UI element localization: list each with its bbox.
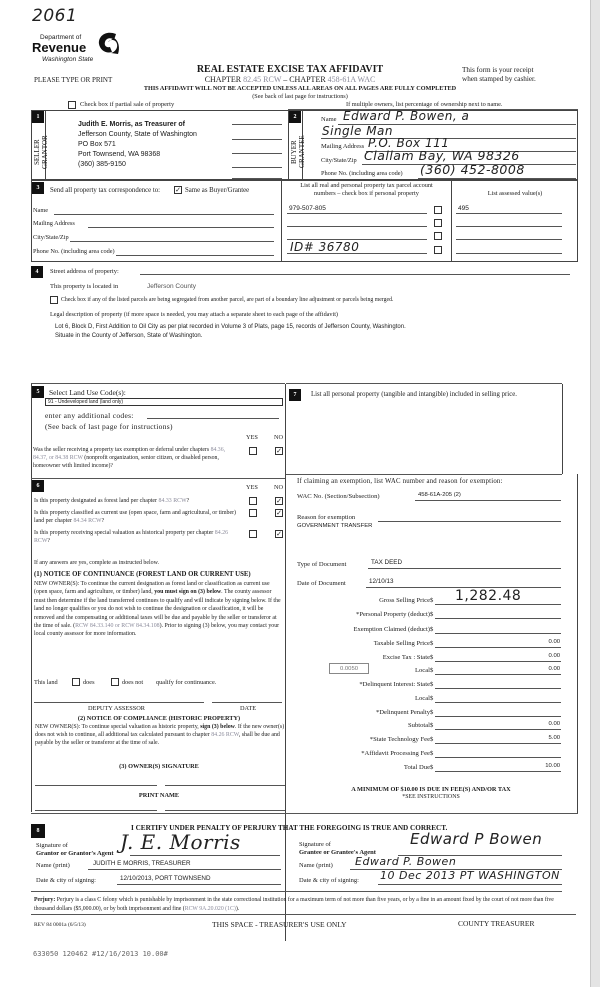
section-2-number: 2 <box>289 111 301 123</box>
grantor-date-city-field[interactable]: 12/10/2013, PORT TOWNSEND <box>120 875 211 882</box>
forest-land-question: Is this property designated as forest land per chapter 84.33 RCW? <box>34 498 190 504</box>
buyer-name-field-2[interactable]: Single Man <box>322 124 394 138</box>
parcel-4-personal-checkbox[interactable] <box>434 246 442 254</box>
print-name-title: PRINT NAME <box>138 792 180 799</box>
please-type-note: PLEASE TYPE OR PRINT <box>34 76 113 84</box>
assessed-value-2[interactable] <box>456 226 562 227</box>
grantor-signature-field[interactable]: J. E. Morris <box>120 830 241 854</box>
see-instructions-note: *SEE INSTRUCTIONS <box>402 794 460 800</box>
handwritten-doc-number: 2061 <box>32 6 78 26</box>
seller-city: Port Townsend, WA 98368 <box>78 151 161 158</box>
tax-exemption-question: Was the seller receiving a property tax exemption or deferral under chapters 84.36, 84.37, or 84.38 RCW (nonprofit organization, senior citizen, or disabled person, homeowner with limited income)? <box>33 447 226 469</box>
delinquent-interest-local-field[interactable] <box>435 702 561 703</box>
document-date-field[interactable]: 12/10/13 <box>369 578 394 585</box>
assessed-header: List assessed value(s) <box>487 190 543 197</box>
acceptance-warning: THIS AFFIDAVIT WILL NOT BE ACCEPTED UNLESS ALL AREAS ON ALL PAGES ARE FULLY COMPLETED <box>143 85 457 92</box>
grantee-signature-field[interactable]: Edward P Bowen <box>410 830 543 848</box>
rcw-link[interactable]: 82.45 RCW <box>243 75 282 84</box>
grantor-signature-label: Signature of Grantor or Grantor's Agent <box>36 842 114 857</box>
owner-signature-title: (3) OWNER(S) SIGNATURE <box>119 763 199 770</box>
assessed-value-4[interactable] <box>456 253 562 254</box>
parcel-number-1[interactable]: 979-507-805 <box>289 205 326 212</box>
assessed-value-3[interactable] <box>456 239 562 240</box>
section-1-number: 1 <box>32 111 44 123</box>
parcel-3-personal-checkbox[interactable] <box>434 232 442 240</box>
parcel-1-personal-checkbox[interactable] <box>434 206 442 214</box>
receipt-stamp: 633050 120462 #12/16/2013 10.00# <box>33 950 168 958</box>
personal-property-field[interactable] <box>295 420 559 472</box>
personal-property-label: List all personal property (tangible and intangible) included in selling price. <box>311 391 517 398</box>
section-4-number: 4 <box>31 266 43 278</box>
exemption-reason-field[interactable]: GOVERNMENT TRANSFER <box>297 523 373 529</box>
treasurer-use-only: THIS SPACE - TREASURER'S USE ONLY <box>212 920 347 929</box>
local-rate-field[interactable]: 0.0050 <box>329 663 369 674</box>
form-number: REV 84 0001a (6/5/13) <box>34 922 86 928</box>
affidavit-page: 2061 Department of Revenue Washington State REAL ESTATE EXCISE TAX AFFIDAVIT CHAPTER 82.45 RCW – CHAPTER 458-61A WAC PLEASE TYPE OR PRINT This form is your receipt when stamped by cashier. THIS AFFIDAVIT WILL NOT BE ACCEPTED UNLESS ALL AREAS ON ALL PAGES ARE FULLY COMPLETED (See back of last page for instructions) Check box if partial sale of property If multiple owners, list percentage of ownership next to name. 1 SELLER GRANTOR Judith E. Morris, as Treasurer of Jefferson County, State of Washington PO Box 571 Port Townsend, WA 98368 (360) 385-9150 2 BUYER GRANTEE Name Edward P. Bowen, a Single Man Mailing Address P.O. Box 111 City/State/Zip Clallam Bay, WA 98326 Phone No. (including area code) (360) 452-8008 3 Send all property tax correspondence to: ✓ Same as Buyer/Grantee Name Mailing Address City/State/Zip Phone No. (including area code) List all real and personal property tax parcel account numbers – check box if personal property List assessed value(s) 979-507-805 495 ID# 36780 4 Street address of property: This property is located in Jefferson County Check box if any of the listed parcels are being segregated from another parcel, are part of a boundary line adjustment or parcels being merged. Legal description of property (if more space is needed, you may attach a separate sheet to each page of the affidavit) Lot 6, Block D, First Addition to Oil City as per plat recorded in Volume 3 of Plats, page 15, records of Jefferson County, Washington. Situate in the County of Jefferson, State of Washington. 5 Select Land Use Code(s): 91 - Undeveloped land (land only) enter any additional codes: (See back of last page for instructions) YES NO Was the seller receiving a property tax exemption or deferral under chapters 84.36, 84.37, or 84.38 RCW (nonprofit organization, senior citizen, or disabled person, homeowner with limited income)? ✓ 6 YES NO Is this property designated as forest land per chapter 84.33 RCW? ✓ Is this property classified as current use (open space, farm and agricultural, or timber) land per chapter 84.34 RCW? ✓ Is this property receiving special valuation as historical property per chapter 84.26 RCW? ✓ If any answers are yes, complete as instructed below. (1) NOTICE OF CONTINUANCE (FOREST LAND OR CURRENT USE) NEW OWNER(S): To continue the current designation as forest land or classification as current use (open space, farm and agriculture, or timber) land, you must sign on (3) below. The county assessor must then determine if the land transferred continues to qualify and will indicate by signing below. If the land no longer qualifies or you do not wish to continue the designation or classification, it will be removed and the compensating or additional taxes will be due and payable by the seller or transferor at the time of sale. (RCW 84.33.140 or RCW 84.34.108). Prior to signing (3) below, you may contact your local county assessor for more information. This land does does not qualify for continuance. DEPUTY ASSESSOR DATE (2) NOTICE OF COMPLIANCE (HISTORIC PROPERTY) NEW OWNER(S): To continue special valuation as historic property, sign (3) below. If the new owner(s) does not wish to continue, all additional tax calculated pursuant to chapter 84.26 RCW, shall be due and payable by the seller or transferor at the time of sale. (3) OWNER(S) SIGNATURE PRINT NAME 7 List all personal property (tangible and intangible) included in selling price. If claiming an exemption, list WAC number and reason for exemption: WAC No. (Section/Subsection) 458-61A-205 (2) Reason for exemption GOVERNMENT TRANSFER Type of Document TAX DEED Date of Document 12/10/13 Gross Selling Price $ 1,282.48 *Personal Property (deduct) $ Exemption Claimed (deduct) $ Taxable Selling Price $ 0.00 Excise Tax : State $ 0.00 0.0050 Local $ 0.00 *Delinquent Interest: State $ Local $ *Delinquent Penalty $ Subtotal $ 0.00 *State Technology Fee $ 5.00 *Affidavit Processing Fee $ Total Due $ 10.00 A MINIMUM OF $10.00 IS DUE IN FEE(S) AND/OR TAX *SEE INSTRUCTIONS 8 I CERTIFY UNDER PENALTY OF PERJURY THAT THE FOREGOING IS TRUE AND CORRECT. Signature of Grantor or Grantor's Agent J. E. Morris Name (print) JUDITH E MORRIS, TREASURER Date & city of signing: 12/10/2013, PORT TOWNSEND Signature of Grantee or Grantee's Agent Edward P Bowen Name (print) Edward P. Bowen Date & city of signing: 10 Dec 2013 PT WASHINGTON Perjury: Perjury is a class C felony which is punishable by imprisonment in the state correctional institution for a maximum term of not more than five years, or by a fine in an amount fixed by the court of not more than five thousand dollars ($5,000.00), or by both imprisonment and fine (RCW 9A.20.020 (1C)). REV 84 0001a (6/5/13) THIS SPACE - TREASURER'S USE ONLY COUNTY TREASURER 633050 120462 #12/16/2013 10.00# <box>0 0 590 987</box>
state-technology-fee-field[interactable]: 5.00 <box>548 735 560 741</box>
section-6-number: 6 <box>32 480 44 492</box>
gross-selling-price-field[interactable]: 1,282.48 <box>455 588 522 604</box>
land-use-code-select[interactable]: 91 - Undeveloped land (land only) <box>45 398 283 406</box>
personal-property-deduct-field[interactable] <box>435 618 561 619</box>
document-type-field[interactable]: TAX DEED <box>371 559 403 566</box>
current-use-question: Is this property classified as current use (open space, farm and agricultural, or timber) land per chapter 84.34 RCW? <box>34 510 237 524</box>
notice-continuance-title: (1) NOTICE OF CONTINUANCE (FOREST LAND OR CURRENT USE) <box>34 571 251 578</box>
exemption-yes-checkbox[interactable] <box>249 447 257 455</box>
see-back-note: (See back of last page for instructions) <box>252 93 348 100</box>
subtotal-field[interactable]: 0.00 <box>548 721 560 727</box>
section-7-number: 7 <box>289 389 301 401</box>
form-title: REAL ESTATE EXCISE TAX AFFIDAVIT <box>196 64 384 75</box>
seller-grantor-label: SELLER GRANTOR <box>33 135 49 169</box>
partial-sale-label: Check box if partial sale of property <box>80 101 175 108</box>
dor-logo: Department of Revenue Washington State <box>32 30 122 66</box>
forest-no-checkbox[interactable]: ✓ <box>276 497 282 505</box>
seller-name: Judith E. Morris, as Treasurer of <box>78 121 185 128</box>
tax-corr-name-field[interactable] <box>54 214 274 215</box>
current-use-no-checkbox[interactable]: ✓ <box>276 509 282 517</box>
parcel-2-personal-checkbox[interactable] <box>434 219 442 227</box>
section-5-number: 5 <box>32 386 44 398</box>
buyer-grantee-label: BUYER GRANTEE <box>290 135 306 169</box>
buyer-city-field[interactable]: Clallam Bay, WA 98326 <box>364 148 520 163</box>
parcel-header: List all real and personal property tax parcel account numbers – check box if personal property <box>300 182 433 197</box>
assessed-value-1[interactable]: 495 <box>458 205 469 212</box>
legal-description[interactable]: Lot 6, Block D, First Addition to Oil City as per plat recorded in Volume 3 of Plats, page 15, records of Jefferson County, Washington. Situate in the County of Jefferson, State of Washington. <box>55 324 406 339</box>
owner-print-name-1[interactable] <box>35 810 157 811</box>
historical-no-checkbox[interactable]: ✓ <box>276 530 282 538</box>
section-8-number: 8 <box>31 824 45 838</box>
seller-phone: (360) 385-9150 <box>78 161 126 168</box>
multiple-owners-note: If multiple owners, list percentage of ownership next to name. <box>346 101 503 108</box>
buyer-phone-field[interactable]: (360) 452-8008 <box>420 162 525 177</box>
forest-yes-checkbox[interactable] <box>249 497 257 505</box>
excise-tax-local-field[interactable]: 0.00 <box>548 666 560 672</box>
wac-link[interactable]: 458-61A WAC <box>327 75 376 84</box>
current-use-yes-checkbox[interactable] <box>249 509 257 517</box>
dor-swirl-logo-icon <box>96 30 120 56</box>
section-3-number: 3 <box>32 182 44 194</box>
delinquent-penalty-field[interactable] <box>435 716 561 717</box>
same-as-buyer-checkbox[interactable]: ✓ <box>175 186 181 194</box>
notice-compliance-title: (2) NOTICE OF COMPLIANCE (HISTORIC PROPERTY) <box>77 715 241 722</box>
deputy-assessor-signature[interactable] <box>34 702 204 703</box>
perjury-certification: I CERTIFY UNDER PENALTY OF PERJURY THAT THE FOREGOING IS TRUE AND CORRECT. <box>131 824 448 832</box>
grantee-print-name-field[interactable]: Edward P. Bowen <box>355 855 457 868</box>
seller-county: Jefferson County, State of Washington <box>78 131 197 138</box>
additional-codes-field[interactable] <box>147 418 279 419</box>
historical-yes-checkbox[interactable] <box>249 530 257 538</box>
assessor-date-field[interactable] <box>212 702 282 703</box>
total-due-field[interactable]: 10.00 <box>545 763 560 769</box>
owner-signature-field-2[interactable] <box>165 785 285 786</box>
owner-signature-field-1[interactable] <box>35 785 157 786</box>
owner-print-name-2[interactable] <box>165 810 285 811</box>
county-treasurer-label: COUNTY TREASURER <box>458 919 535 928</box>
buyer-name-field[interactable]: Edward P. Bowen, a <box>343 109 470 123</box>
delinquent-interest-state-field[interactable] <box>435 688 561 689</box>
excise-tax-state-field[interactable]: 0.00 <box>548 653 560 659</box>
minimum-fee-note: A MINIMUM OF $10.00 IS DUE IN FEE(S) AND/OR TAX <box>351 786 511 793</box>
partial-sale-checkbox[interactable] <box>68 101 76 109</box>
taxable-selling-price-field[interactable]: 0.00 <box>548 639 560 645</box>
does-not-qualify-checkbox[interactable] <box>111 678 119 686</box>
affidavit-processing-fee-field[interactable] <box>435 757 561 758</box>
tax-corr-phone-field[interactable] <box>116 255 274 256</box>
grantor-print-name-field[interactable]: JUDITH E MORRIS, TREASURER <box>93 860 191 867</box>
tax-corr-mailing-field[interactable] <box>88 227 274 228</box>
perjury-statement: Perjury: Perjury is a class C felony which is punishable by imprisonment in the state correctional institution for a maximum term of not more than five years, or by a fine in an amount fixed by the court of not more than five thousand dollars ($5,000.00), or by both imprisonment and fine (RCW 9A.20.020 (1C)). <box>34 897 554 912</box>
grantee-signature-label: Signature of Grantee or Grantee's Agent <box>299 841 376 856</box>
send-correspondence-label: Send all property tax correspondence to: <box>50 187 161 194</box>
parcel-number-4[interactable]: ID# 36780 <box>290 240 360 254</box>
exemption-no-checkbox[interactable]: ✓ <box>276 447 282 455</box>
seller-address: PO Box 571 <box>78 141 116 148</box>
notice-continuance-text: NEW OWNER(S): To continue the current designation as forest land or classification as current use (open space, farm and agriculture, or timber) land, you must sign on (3) below. The county assessor must then determine if the land transferred continues to qualify and will indicate by signing below. If the land no longer qualifies or you do not wish to continue the designation or classification, it will be removed and the compensating or additional taxes will be due and payable by the seller or transferor at the time of sale. (RCW 84.33.140 or RCW 84.34.108). Prior to signing (3) below, you may contact your local county assessor for more information. <box>34 581 281 638</box>
does-qualify-checkbox[interactable] <box>72 678 80 686</box>
seller-info <box>78 120 197 170</box>
notice-compliance-text: NEW OWNER(S): To continue special valuation as historic property, sign (3) below. If the new owner(s) does not wish to continue, all additional tax calculated pursuant to chapter 84.26 RCW, shall be due and payable by the seller or transferor at the time of sale. <box>35 724 285 746</box>
parcel-number-2[interactable] <box>287 226 427 227</box>
property-county-field[interactable]: Jefferson County <box>147 283 197 290</box>
street-address-field[interactable] <box>140 274 570 275</box>
chapter-line: CHAPTER 82.45 RCW – CHAPTER 458-61A WAC <box>204 75 376 84</box>
buyer-mailing-field[interactable]: P.O. Box 111 <box>368 136 450 150</box>
tax-corr-city-field[interactable] <box>70 241 274 242</box>
historical-question: Is this property receiving special valuation as historical property per chapter 84.26 RCW? <box>34 530 229 544</box>
segregated-parcels-checkbox[interactable] <box>50 296 58 304</box>
grantee-date-city-field[interactable]: 10 Dec 2013 PT WASHINGTON <box>380 869 560 882</box>
page-scrollbar[interactable] <box>590 0 600 987</box>
exemption-claimed-field[interactable] <box>435 633 561 634</box>
receipt-note: This form is your receipt when stamped by cashier. <box>462 66 536 83</box>
wac-number-field[interactable]: 458-61A-205 (2) <box>418 492 461 498</box>
